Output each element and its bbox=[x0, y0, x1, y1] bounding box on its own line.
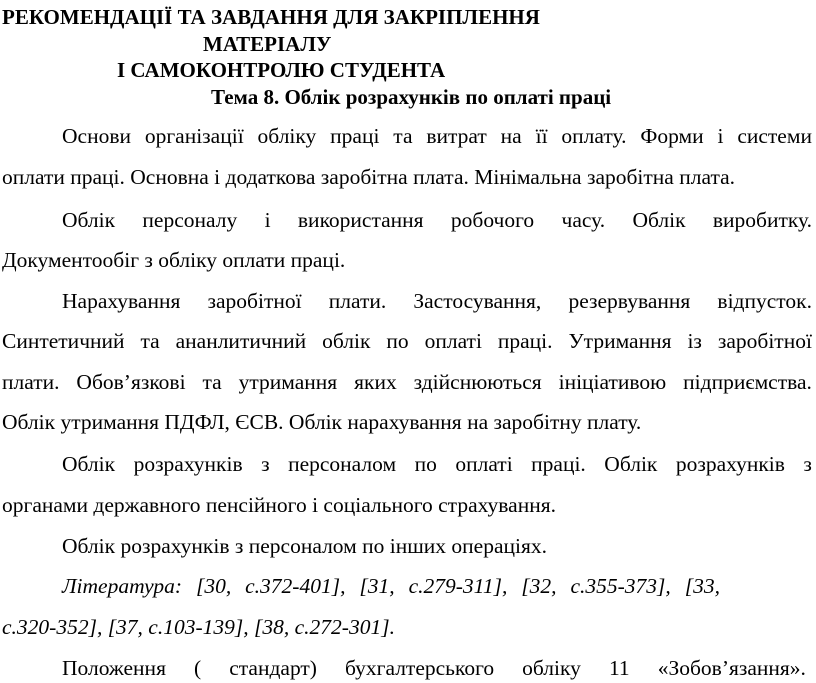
word: яких bbox=[354, 370, 397, 394]
word: с.372-401], bbox=[245, 574, 346, 598]
word: Нарахування bbox=[62, 289, 181, 313]
word: робочого bbox=[450, 208, 535, 232]
word: і bbox=[717, 124, 724, 148]
word: Обов’язкові bbox=[76, 370, 186, 394]
word: персоналу bbox=[142, 208, 238, 232]
word: здійснюються bbox=[413, 370, 542, 394]
word: [31, bbox=[359, 574, 395, 598]
word: резервування bbox=[568, 289, 691, 313]
word: ( bbox=[194, 656, 202, 680]
topic-title: Тема 8. Облік розрахунків по оплаті праці bbox=[211, 85, 612, 109]
word: [30, bbox=[195, 574, 232, 598]
paragraph-3-line-2 bbox=[2, 331, 812, 353]
literature-line-1 bbox=[62, 576, 720, 598]
word: с.355-373], bbox=[570, 574, 671, 598]
word: на bbox=[500, 124, 522, 148]
word: часу. bbox=[561, 208, 606, 232]
word: Застосування, bbox=[413, 289, 542, 313]
word: і bbox=[264, 208, 271, 232]
word: Форми bbox=[640, 124, 704, 148]
word: з bbox=[803, 452, 812, 476]
word: заробітної bbox=[207, 289, 302, 313]
word: Література: bbox=[62, 574, 183, 598]
word: та bbox=[140, 329, 160, 353]
word: Синтетичний bbox=[2, 329, 125, 353]
word: розрахунків bbox=[133, 452, 243, 476]
paragraph-1-line-2: оплати праці. Основна і додаткова заробітна плата. Мінімальна заробітна плата. bbox=[2, 165, 736, 189]
word: облік bbox=[322, 329, 371, 353]
word: заробітної bbox=[717, 329, 812, 353]
word: підприємства. bbox=[683, 370, 812, 394]
word: із bbox=[687, 329, 702, 353]
word: [33, bbox=[684, 574, 720, 598]
word: по bbox=[414, 452, 437, 476]
word: витрат bbox=[426, 124, 487, 148]
word: та bbox=[202, 370, 222, 394]
word: використання bbox=[297, 208, 424, 232]
word: Облік bbox=[632, 208, 686, 232]
word: системи bbox=[737, 124, 812, 148]
word: персоналом bbox=[288, 452, 397, 476]
word: з bbox=[261, 452, 270, 476]
word: стандарт) bbox=[229, 656, 317, 680]
word: Утримання bbox=[568, 329, 672, 353]
word: Облік bbox=[62, 208, 116, 232]
paragraph-3-line-3 bbox=[2, 372, 812, 394]
word: та bbox=[393, 124, 413, 148]
word: по bbox=[386, 329, 409, 353]
word: праці. bbox=[531, 452, 586, 476]
paragraph-4-line-2: органами державного пенсійного і соціального страхування. bbox=[2, 493, 556, 517]
word: Основи bbox=[62, 124, 131, 148]
paragraph-2-line-2: Документообіг з обліку оплати праці. bbox=[2, 248, 346, 272]
word: праці bbox=[330, 124, 380, 148]
word: [32, bbox=[521, 574, 557, 598]
word: відпусток. bbox=[717, 289, 812, 313]
word: бухгалтерського bbox=[345, 656, 495, 680]
heading-line-2: МАТЕРІАЛУ bbox=[203, 32, 332, 56]
word: 11 bbox=[608, 656, 630, 680]
paragraph-1-line-1 bbox=[62, 126, 812, 148]
word: обліку bbox=[522, 656, 581, 680]
word: утримання bbox=[238, 370, 338, 394]
word: оплаті bbox=[424, 329, 482, 353]
word: ініціативою bbox=[558, 370, 667, 394]
word: організації bbox=[144, 124, 244, 148]
word: Положення bbox=[62, 656, 166, 680]
word: розрахунків bbox=[675, 452, 785, 476]
word: плати. bbox=[2, 370, 60, 394]
heading-line-1: РЕКОМЕНДАЦІЇ ТА ЗАВДАННЯ ДЛЯ ЗАКРІПЛЕННЯ bbox=[2, 5, 540, 29]
literature-line-2: с.320-352], [37, с.103-139], [38, с.272-301]. bbox=[2, 615, 395, 639]
word: Облік bbox=[604, 452, 658, 476]
word: ананлитичний bbox=[175, 329, 307, 353]
word: виробитку. bbox=[712, 208, 812, 232]
word: с.279-311], bbox=[408, 574, 508, 598]
paragraph-2-line-1 bbox=[62, 210, 812, 232]
word: праці. bbox=[497, 329, 553, 353]
word: оплаті bbox=[455, 452, 513, 476]
paragraph-3-line-1 bbox=[62, 291, 812, 313]
paragraph-5-line-1: Облік розрахунків з персоналом по інших операціях. bbox=[62, 534, 547, 558]
word: оплату. bbox=[561, 124, 627, 148]
paragraph-3-line-4: Облік утримання ПДФЛ, ЄСВ. Облік нарахування на заробітну плату. bbox=[2, 410, 642, 434]
word: Облік bbox=[62, 452, 116, 476]
paragraph-6-line-1 bbox=[62, 658, 806, 680]
word: «Зобов’язання». bbox=[657, 656, 806, 680]
word: обліку bbox=[257, 124, 317, 148]
word: її bbox=[535, 124, 548, 148]
heading-line-3: І САМОКОНТРОЛЮ СТУДЕНТА bbox=[117, 58, 446, 82]
paragraph-4-line-1 bbox=[62, 454, 812, 476]
word: плати. bbox=[328, 289, 387, 313]
